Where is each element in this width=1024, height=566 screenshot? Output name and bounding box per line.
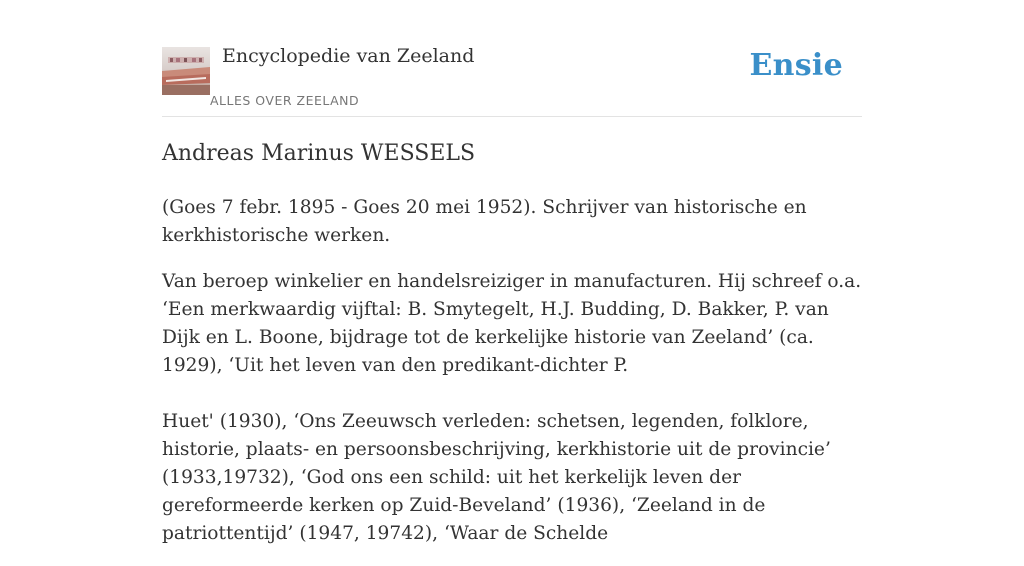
article-paragraph-career: Van beroep winkelier en handelsreiziger in manufacturen. Hij schreef o.a. ‘Een merkwaardig vijftal: B. Smytegelt, H.J. Budding, D. Bakker, P. van Dijk en L. Boone, bijdrage tot de kerkelijke historie van Zeeland’ (ca. 1929), ‘Uit het leven van den predikant-dichter P. (162, 271, 862, 376)
article-paragraph-intro: (Goes 7 febr. 1895 - Goes 20 mei 1952). Schrijver van historische en kerkhistorische werken. (162, 197, 807, 246)
article-title: Andreas Marinus WESSELS (162, 141, 476, 166)
article-paragraph-works: Huet' (1930), ‘Ons Zeeuwsch verleden: schetsen, legenden, folklore, historie, plaats- en persoonsbeschrijving, kerkhistorie uit de provincie’ (1933,19732), ‘God ons een schild: uit het kerkelijk leven der gereformeerde kerken op Zuid-Beveland’ (1936), ‘Zeeland in de patriottentijd’ (1947, 19742), ‘Waar de Schelde (162, 411, 831, 544)
site-title[interactable]: Encyclopedie van Zeeland (222, 45, 475, 67)
article (162, 138, 862, 566)
book-thumbnail-icon (162, 47, 210, 95)
site-avatar[interactable] (162, 47, 210, 95)
site-header (162, 0, 862, 117)
site-subtitle: ALLES OVER ZEELAND (210, 93, 360, 108)
ensie-logo[interactable]: Ensie (749, 48, 843, 83)
